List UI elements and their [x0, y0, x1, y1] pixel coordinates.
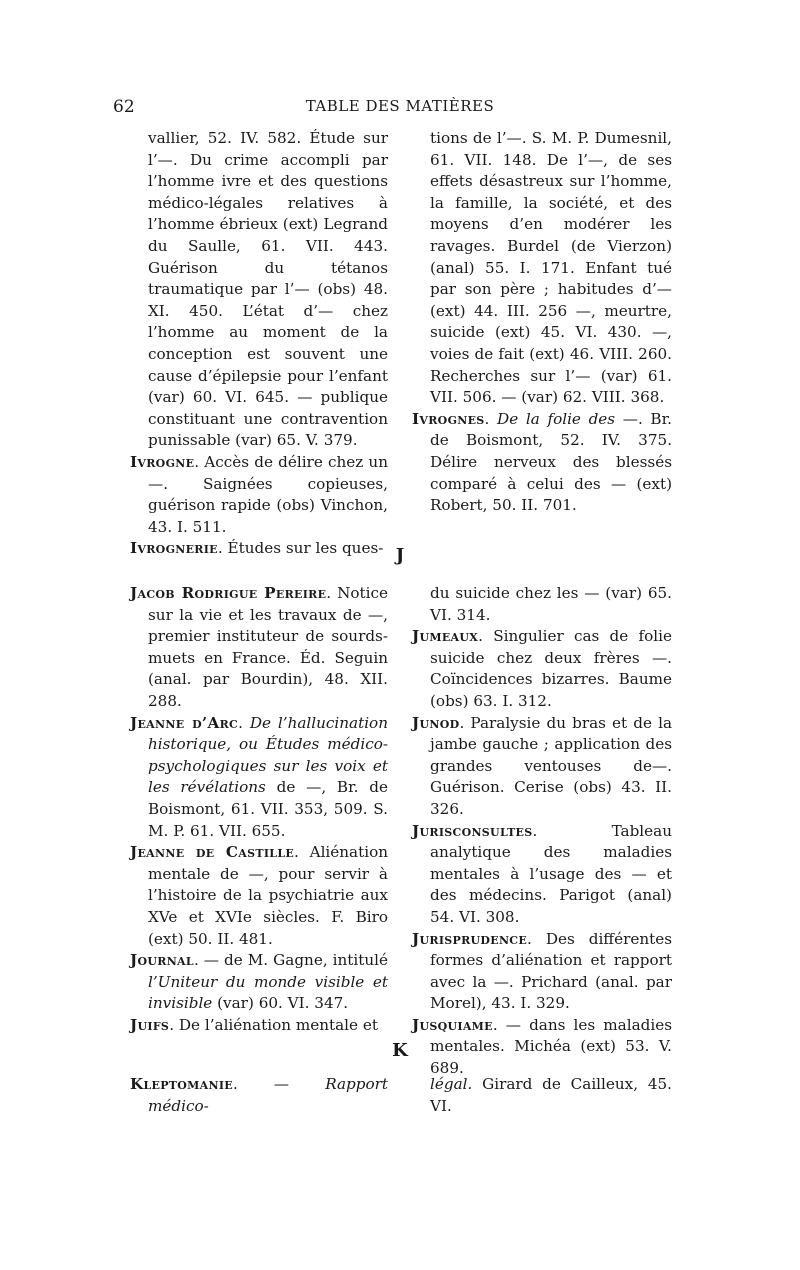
index-entry: Juifs. De l’aliénation mentale et	[130, 1015, 378, 1034]
index-entry: Jurisprudence. Des différentes formes d’aliénation et rapport avec la —. Prichard (anal. par Morel), 43. I. 329.	[412, 929, 672, 1013]
index-entry: Jumeaux. Singulier cas de folie suicide chez deux frères —. Coïncidences bizarres. Baume (obs) 63. I. 312.	[412, 627, 672, 710]
section-letter-k: K	[392, 1040, 408, 1061]
page-number: 62	[113, 97, 135, 117]
column-j-right	[412, 583, 672, 1080]
index-entry: du suicide chez les — (var) 65. VI. 314.	[430, 584, 672, 624]
section-letter-j: J	[395, 545, 405, 566]
column-top-left	[130, 128, 388, 560]
index-entry: Jeanne de Castille. Aliénation mentale de —, pour servir à l’histoire de la psychiatrie aux XVe et XVIe siècles. F. Biro (ext) 50. II. 481.	[130, 843, 388, 948]
index-entry: tions de l’—. S. M. P. Dumesnil, 61. VII. 148. De l’—, de ses effets désastreux sur l’homme, la famille, la société, et des moyens d’en modérer les ravages. Burdel (de Vierzon) (anal) 55. I. 171. Enfant tué par son père ; habitudes d’— (ext) 44. III. 256 —, meurtre, suicide (ext) 45. VI. 430. —, voies de fait (ext) 46. VIII. 260. Recherches sur l’— (var) 61. VII. 506. — (var) 62. VIII. 368.	[430, 129, 672, 407]
index-entry: Junod. Paralysie du bras et de la jambe gauche ; application des grandes ventouses de—. Guérison. Cerise (obs) 43. II. 326.	[412, 713, 672, 818]
index-entry: Jusquiame. — dans les maladies mentales. Michéa (ext) 53. V. 689.	[412, 1015, 672, 1078]
index-entry: vallier, 52. IV. 582. Étude sur l’—. Du crime accompli par l’homme ivre et des questions médico-légales relatives à l’homme ébrieux (ext) Legrand du Saulle, 61. VII. 443. Guérison du tétanos traumatique par l’— (obs) 48. XI. 450. L’état d’— chez l’homme au moment de la conception est souvent une cause d’épilepsie pour l’enfant (var) 60. VI. 645. — publique constituant une contravention punissable (var) 65. V. 379.	[148, 129, 388, 450]
column-top-right	[412, 128, 672, 517]
column-k-right	[412, 1074, 672, 1117]
column-k-left	[130, 1074, 388, 1117]
index-entry: Kleptomanie. — Rapport médico-	[130, 1075, 388, 1115]
index-entry: Journal. — de M. Gagne, intitulé l’Uniteur du monde visible et invisible (var) 60. VI. 347.	[130, 951, 388, 1013]
index-entry: Jeanne d’Arc. De l’hallucination historique, ou Études médico-psychologiques sur les voix et les révélations de —, Br. de Boismont, 61. VII. 353, 509. S. M. P. 61. VII. 655.	[130, 713, 389, 840]
index-entry: légal. Girard de Cailleux, 45. VI.	[430, 1075, 672, 1115]
running-head: TABLE DES MATIÈRES	[305, 97, 495, 115]
index-entry: Ivrognes. De la folie des —. Br. de Boismont, 52. IV. 375. Délire nerveux des blessés comparé à celui des — (ext) Robert, 50. II. 701.	[412, 409, 673, 515]
index-entry: Jurisconsultes. Tableau analytique des maladies mentales à l’usage des — et des médecins. Parigot (anal) 54. VI. 308.	[412, 821, 672, 926]
column-j-left	[130, 583, 388, 1036]
index-entry: Ivrogne. Accès de délire chez un —. Saignées copieuses, guérison rapide (obs) Vinchon, 43. I. 511.	[130, 452, 388, 536]
index-entry: Jacob Rodrigue Pereire. Notice sur la vie et les travaux de —, premier instituteur de sourds-muets en France. Éd. Seguin (anal. par Bourdin), 48. XII. 288.	[130, 584, 388, 710]
index-entry: Ivrognerie. Études sur les ques-	[130, 539, 384, 558]
